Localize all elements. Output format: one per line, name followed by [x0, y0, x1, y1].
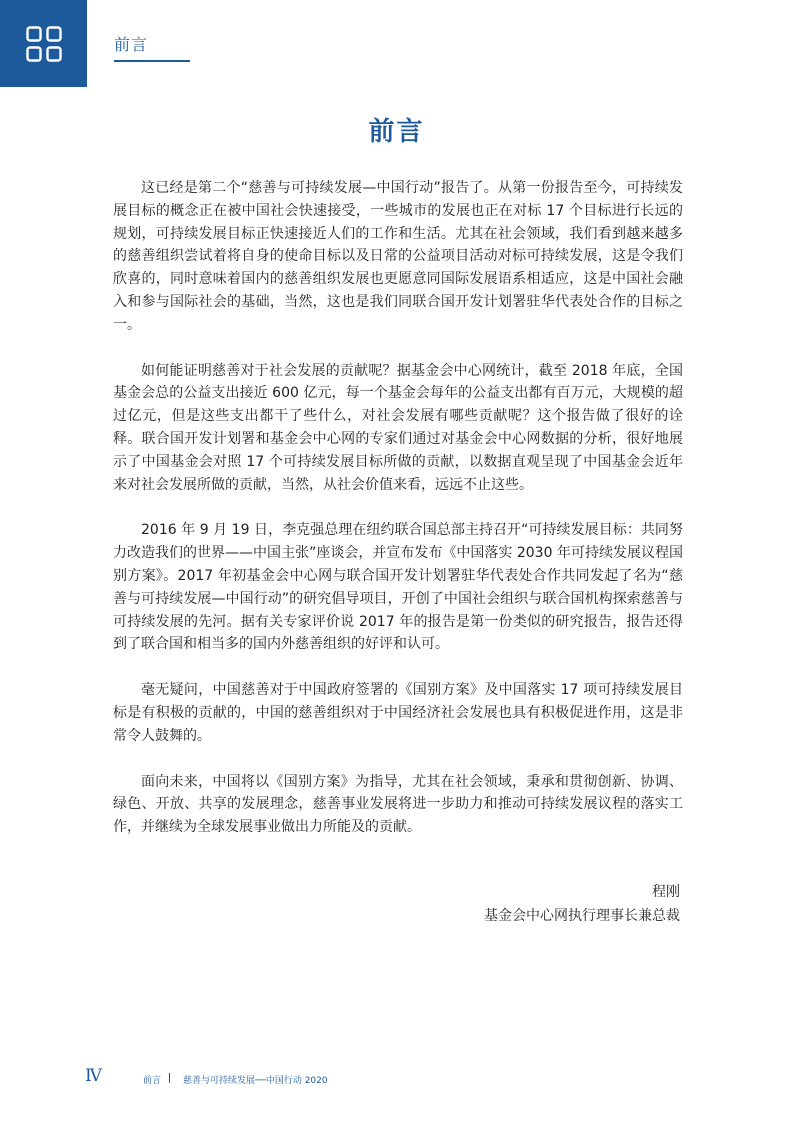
paragraph-3: 2016 年 9 月 19 日，李克强总理在纽约联合国总部主持召开“可持续发展目标：共同努力改造我们的世界——中国主张”座谈会，并宣布发布《中国落实 2030 年可持续发展议程国别方案》。2017 年初基金会中心网与联合国开发计划署驻华代表处合作共同发起了名为“慈善与可持续发展—中国行动”的研究倡导项目，开创了中国社会组织与联合国机构探索慈善与可持续发展的先河。据有关专家评价说 2017 年的报告是第一份类似的研究报告，报告还得到了联合国和相当多的国内外慈善组织的好评和认可。: [113, 522, 683, 653]
footer-report-title: 慈善与可持续发展──中国行动 2020: [183, 1076, 328, 1086]
footer-divider: [169, 1073, 170, 1083]
signature-name: 程刚: [652, 884, 680, 900]
paragraph-4: 毫无疑问，中国慈善对于中国政府签署的《国别方案》及中国落实 17 项可持续发展目标是有积极的贡献的，中国的慈善组织对于中国经济社会发展也具有积极促进作用，这是非常令人鼓舞的。: [113, 682, 683, 744]
signature-block: [380, 880, 680, 928]
page-title: 前言: [368, 117, 425, 147]
grid-icon: [26, 26, 62, 62]
paragraph-2: 如何能证明慈善对于社会发展的贡献呢？据基金会中心网统计，截至 2018 年底，全国基金会总的公益支出接近 600 亿元，每一个基金会每年的公益支出都有百万元，大规模的超过亿元，但是这些支出都干了些什么，对社会发展有哪些贡献呢？这个报告做了很好的诠释。联合国开发计划署和基金会中心网的专家们通过对基金会中心网数据的分析，很好地展示了中国基金会对照 17 个可持续发展目标所做的贡献，以数据直观呈现了中国基金会近年来对社会发展所做的贡献，当然，从社会价值来看，远远不止这些。: [113, 362, 683, 493]
page-number: Ⅳ: [85, 1066, 102, 1086]
header-section-label: 前言: [114, 35, 149, 54]
preface-body: [113, 177, 683, 862]
footer-section-label: 前言: [143, 1076, 162, 1086]
signature-position: 基金会中心网执行理事长兼总裁: [484, 908, 680, 924]
paragraph-1: 这已经是第二个“慈善与可持续发展—中国行动”报告了。从第一份报告至今，可持续发展目标的概念正在被中国社会快速接受，一些城市的发展也正在对标 17 个目标进行长远的规划，可持续发展目标正快速接近人们的工作和生活。尤其在社会领域，我们看到越来越多的慈善组织尝试着将自身的使命目标以及日常的公益项目活动对标可持续发展，这是令我们欣喜的，同时意味着国内的慈善组织发展也更愿意同国际发展语系相适应，这是中国社会融入和参与国际社会的基础，当然，这也是我们同联合国开发计划署驻华代表处合作的目标之一。: [113, 180, 683, 333]
header-corner-block: [0, 0, 87, 87]
header-underline: [114, 60, 190, 62]
paragraph-5: 面向未来，中国将以《国别方案》为指导，尤其在社会领域，秉承和贯彻创新、协调、绿色、开放、共享的发展理念，慈善事业发展将进一步助力和推动可持续发展议程的落实工作，并继续为全球发展事业做出力所能及的贡献。: [113, 773, 683, 836]
